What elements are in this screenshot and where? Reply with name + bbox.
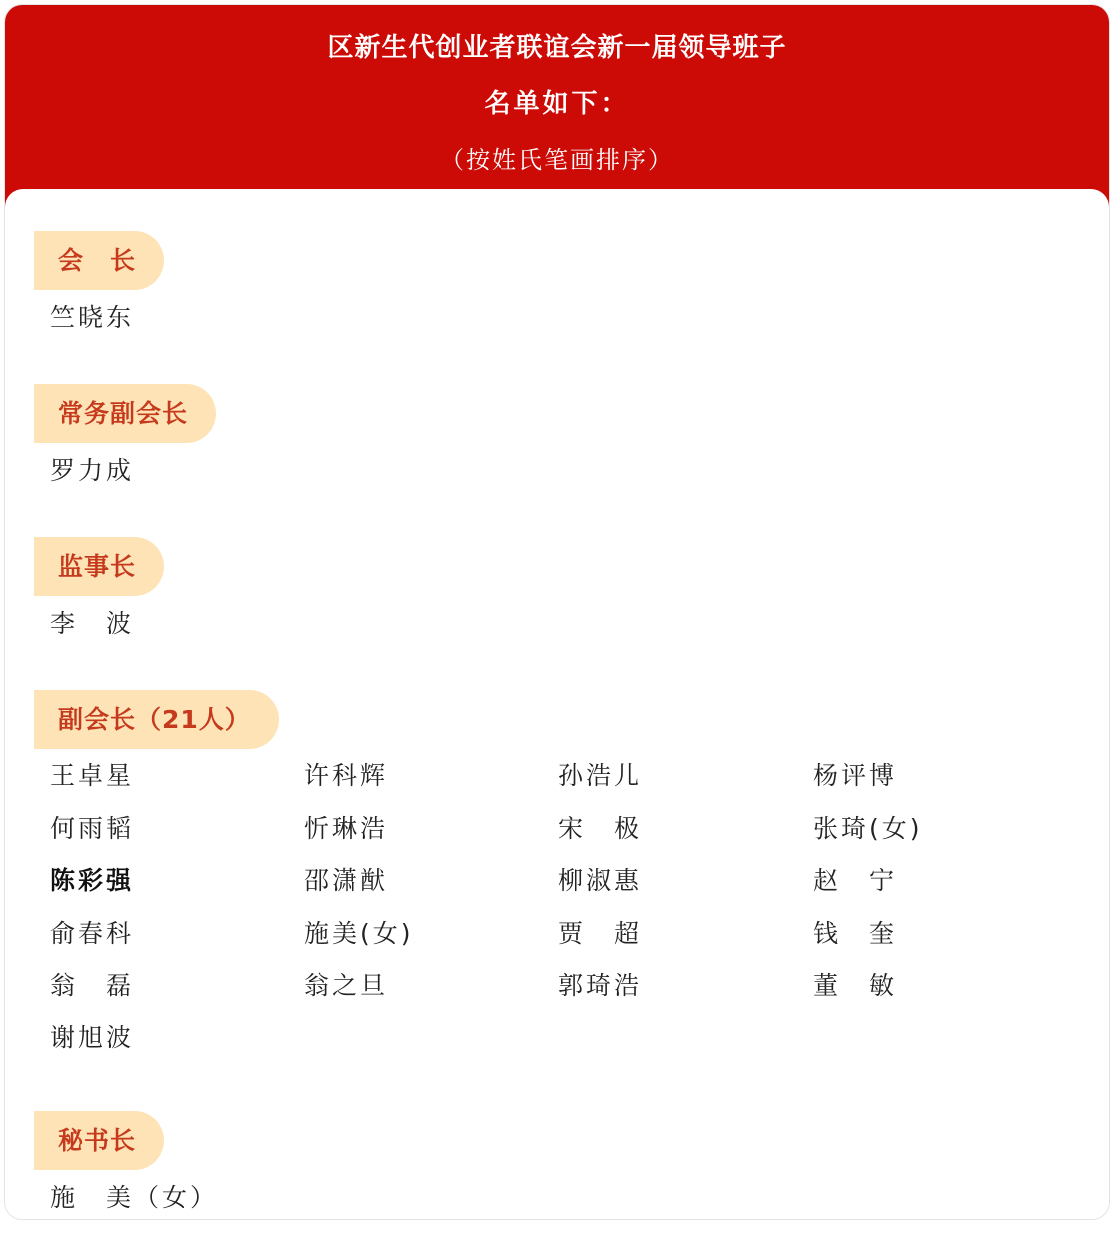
vice-president-name: 谢旭波	[50, 1023, 135, 1052]
vice-president-name: 翁之旦	[304, 971, 389, 1000]
header-note: （按姓氏笔画排序）	[440, 146, 674, 174]
vice-president-name: 孙浩儿	[558, 761, 643, 790]
vice-president-name: 郭琦浩	[558, 971, 643, 1000]
president-name: 竺晓东	[50, 303, 135, 332]
section-label-vice-presidents: 副会长（21人）	[34, 690, 279, 749]
vice-president-name: 柳淑惠	[558, 866, 643, 895]
header-title: 区新生代创业者联谊会新一届领导班子	[327, 33, 787, 63]
vice-president-name: 赵 宁	[813, 866, 898, 895]
vice-president-name: 许科辉	[304, 761, 389, 790]
vice-president-name: 何雨韬	[50, 814, 135, 843]
vice-president-name: 张琦(女)	[813, 814, 923, 843]
vice-president-name: 钱 奎	[813, 919, 898, 948]
vice-president-name: 杨评博	[813, 761, 898, 790]
vice-president-name-highlighted: 陈彩强	[50, 866, 135, 895]
vice-president-name: 邵潇猷	[304, 866, 389, 895]
vice-president-name: 施美(女)	[304, 919, 414, 948]
vice-president-name: 俞春科	[50, 919, 135, 948]
header-subtitle: 名单如下：	[484, 89, 630, 119]
vice-president-name: 忻琳浩	[304, 814, 389, 843]
vice-president-name: 贾 超	[558, 919, 643, 948]
leadership-list-card	[4, 4, 1110, 1220]
vice-president-name: 董 敏	[813, 971, 898, 1000]
section-label-president: 会 长	[34, 231, 164, 290]
section-label-executive-vp: 常务副会长	[34, 384, 216, 443]
vice-president-name: 王卓星	[50, 761, 135, 790]
section-label-supervisor: 监事长	[34, 537, 164, 596]
supervisor-name: 李 波	[50, 609, 135, 638]
vice-president-name: 翁 磊	[50, 971, 135, 1000]
section-label-secretary-general: 秘书长	[34, 1111, 164, 1170]
vice-president-name: 宋 极	[558, 814, 643, 843]
secretary-general-name: 施 美（女）	[50, 1183, 219, 1212]
executive-vp-name: 罗力成	[50, 456, 135, 485]
header-banner	[5, 5, 1109, 217]
